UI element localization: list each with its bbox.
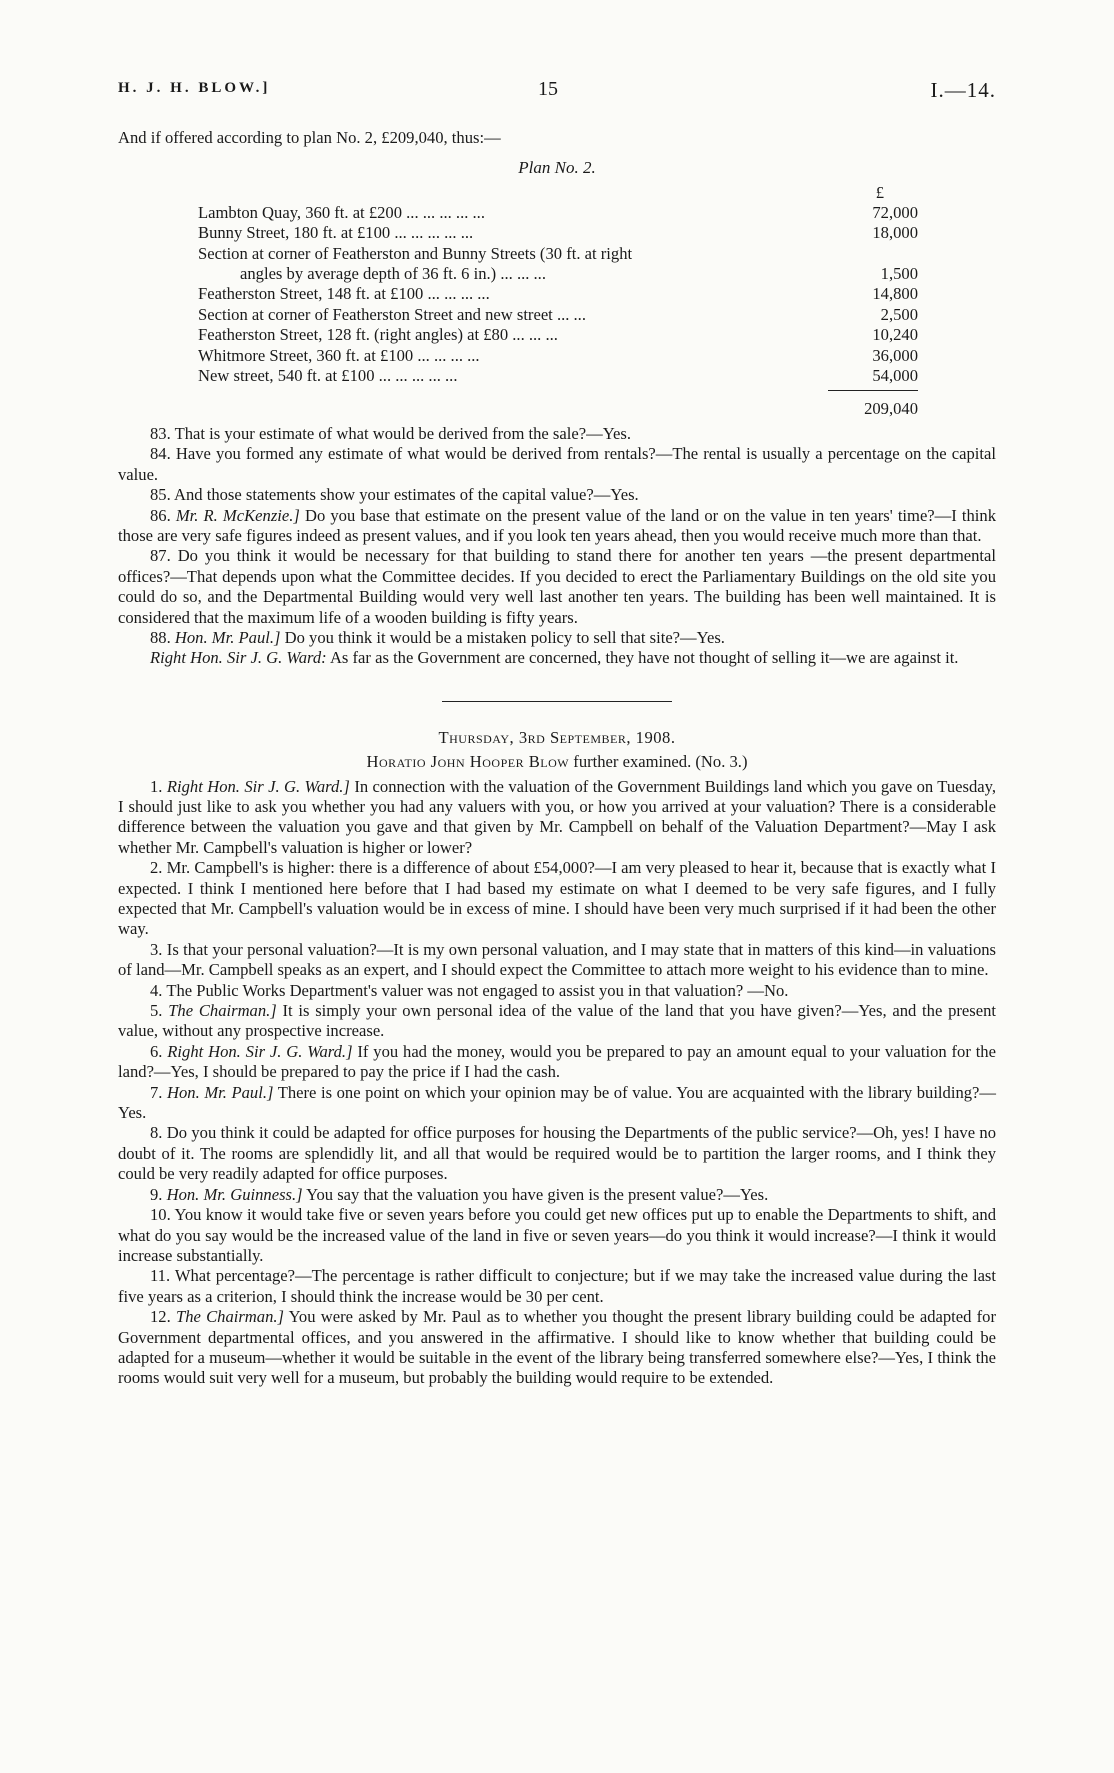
- plan-total: 209,040: [864, 399, 918, 419]
- witness-line: [118, 752, 996, 772]
- question-text: Is that your personal valuation?—It is my own personal valuation, and I may state that in matters of this kind—in valuations of land—Mr. Campbell speaks as an expert, and I should expect the Committee to attach more weight to his evidence than to mine.: [118, 939, 996, 980]
- plan-row: [198, 325, 918, 345]
- currency-symbol: £: [875, 182, 884, 202]
- total-rule: [828, 390, 918, 391]
- plan-row-description: Lambton Quay, 360 ft. at £200 ... ... ... ... ...: [198, 202, 485, 222]
- plan-row: [198, 264, 918, 284]
- question-text: It is simply your own personal idea of the value of the land that you have given?—Yes, and the present value, without any prospective increase.: [118, 1001, 996, 1041]
- question-number: 11.: [150, 1266, 171, 1286]
- question-number: 85.: [150, 485, 171, 505]
- plan-row: [198, 366, 918, 386]
- plan-rows: [198, 203, 918, 387]
- question-paragraph: [118, 858, 996, 940]
- plan-row-amount: 14,800: [872, 284, 918, 304]
- plan-row: [198, 244, 918, 264]
- question-text: The Public Works Department's valuer was not engaged to assist you in that valuation? —No.: [166, 980, 789, 1000]
- question-number: 7.: [150, 1082, 163, 1102]
- running-header: [118, 78, 996, 106]
- plan-row: [198, 284, 918, 304]
- session-date: Thursday, 3rd September, 1908.: [438, 727, 676, 747]
- question-number: 88.: [150, 627, 171, 647]
- question-paragraph: [118, 506, 996, 547]
- question-number: 6.: [150, 1041, 163, 1061]
- question-paragraph: [118, 628, 996, 648]
- speaker-name: The Chairman.]: [175, 1307, 284, 1327]
- question-number: 1.: [150, 776, 163, 796]
- speaker-name: Hon. Mr. Guinness.]: [166, 1184, 303, 1204]
- question-paragraph: [118, 1266, 996, 1307]
- ward-statement: [118, 648, 996, 668]
- plan-row-amount: 36,000: [872, 345, 918, 365]
- ward-statement-text: As far as the Government are concerned, they have not thought of selling it—we are against it.: [329, 648, 959, 668]
- plan-row: [198, 305, 918, 325]
- plan-row: [198, 346, 918, 366]
- plan-row-amount: 2,500: [880, 304, 918, 324]
- question-number: 83.: [150, 423, 171, 443]
- question-number: 10.: [150, 1205, 171, 1225]
- question-number: 5.: [150, 1001, 163, 1021]
- question-number: 87.: [150, 546, 171, 566]
- page-number: 15: [538, 78, 558, 100]
- question-number: 12.: [150, 1307, 171, 1327]
- question-text: And those statements show your estimates of the capital value?—Yes.: [173, 485, 639, 505]
- question-paragraph: [118, 940, 996, 981]
- plan-row-description: angles by average depth of 36 ft. 6 in.) ... ... ...: [240, 264, 546, 284]
- plan-row: [198, 203, 918, 223]
- question-text: You say that the valuation you have given is the present value?—Yes.: [306, 1184, 769, 1204]
- question-text: You were asked by Mr. Paul as to whether you thought the present library building could be adapted for Government departmental offices, and you answered in the affirmative. I should like to know whether that building could be adapted for a museum—whether it would be suitable in the event of the library being transferred somewhere else?—Yes, I think the rooms would suit very well for a museum, but probably the building would require to be extended.: [118, 1307, 996, 1388]
- plan-row-amount: 1,500: [880, 264, 918, 284]
- plan-row-description: New street, 540 ft. at £100 ... ... ... ... ...: [198, 366, 458, 386]
- question-text: In connection with the valuation of the Government Buildings land which you gave on Tuesday, I should just like to ask you whether you had any valuers with you, or how you arrived at your valuation? There is a considerable difference between the valuation you gave and that given by Mr. Campbell on behalf of the Valuation Department?—May I ask whether Mr. Campbell's valuation is higher or lower?: [118, 776, 996, 857]
- question-text: Have you formed any estimate of what would be derived from rentals?—The rental is usually a percentage on the capital value.: [118, 444, 996, 484]
- question-text: There is one point on which your opinion may be of value. You are acquainted with the library building?—Yes.: [118, 1082, 996, 1123]
- section-divider: [442, 701, 672, 702]
- question-text: If you had the money, would you be prepared to pay an amount equal to your valuation for the land?—Yes, I should be prepared to pay the price if I had the cash.: [118, 1041, 996, 1082]
- question-number: 8.: [150, 1123, 163, 1143]
- question-text: Do you base that estimate on the present value of the land or on the value in ten years' time?—I think those are very safe figures indeed as present values, and if you look ten years ahead, then you would receive much more than that.: [118, 505, 997, 545]
- question-paragraph: [118, 1307, 996, 1389]
- question-number: 3.: [150, 939, 163, 959]
- question-number: 84.: [150, 444, 171, 464]
- question-text: Mr. Campbell's is higher: there is a difference of about £54,000?—I am very pleased to hear it, because that is exactly what I expected. I think I mentioned here before that I had based my estimate on what I deemed to be very safe figures, and I fully expected that Mr. Campbell's valuation would be in excess of mine. I should have been very much surprised if it had been the other way.: [118, 858, 996, 939]
- plan-row-description: Section at corner of Featherston Street and new street ... ...: [198, 304, 586, 324]
- plan-row-description: Whitmore Street, 360 ft. at £100 ... ... ... ...: [198, 345, 480, 365]
- question-paragraph: [118, 1123, 996, 1184]
- question-paragraph: [118, 546, 996, 628]
- plan-row-amount: 54,000: [872, 366, 918, 386]
- question-text: Do you think it would be a mistaken policy to sell that site?—Yes.: [284, 627, 725, 647]
- question-number: 4.: [150, 980, 163, 1000]
- witness-suffix: further examined. (No. 3.): [573, 752, 748, 772]
- question-number: 86.: [150, 505, 171, 525]
- question-paragraph: [118, 1205, 996, 1266]
- question-text: That is your estimate of what would be derived from the sale?—Yes.: [174, 423, 631, 443]
- page-body: [118, 128, 996, 1389]
- speaker-name: The Chairman.]: [168, 1001, 277, 1021]
- question-text: Do you think it would be necessary for that building to stand there for another ten years —the present departmental offices?—That depends upon what the Committee decides. If you decided to erect the Parliamentary Buildings on the old site you could do so, and the Departmental Building would very well last another ten years. The building has been well maintained. It is considered that the maximum life of a wooden building is fifty years.: [118, 546, 996, 627]
- speaker-name: Right Hon. Sir J. G. Ward.]: [166, 776, 350, 796]
- question-number: 9.: [150, 1184, 163, 1204]
- ward-statement-speaker: Right Hon. Sir J. G. Ward:: [150, 648, 327, 668]
- plan-row-amount: 72,000: [872, 202, 918, 222]
- questions-part-2: [118, 777, 996, 1389]
- speaker-name: Hon. Mr. Paul.]: [167, 1082, 274, 1102]
- plan-row-description: Section at corner of Featherston and Bunny Streets (30 ft. at right: [198, 243, 633, 263]
- witness-name: Horatio John Hooper Blow: [366, 752, 570, 772]
- plan-row-description: Featherston Street, 148 ft. at £100 ... ... ... ...: [198, 284, 490, 304]
- question-paragraph: [118, 981, 996, 1001]
- question-paragraph: [118, 1042, 996, 1083]
- question-text: Do you think it could be adapted for office purposes for housing the Departments of the public service?—Oh, yes! I have no doubt of it. The rooms are splendidly lit, and all that would be required would be to partition the larger rooms, and I think they could be very readily adapted for office purposes.: [118, 1123, 996, 1184]
- speaker-name: Hon. Mr. Paul.]: [174, 627, 281, 647]
- question-paragraph: [118, 1083, 996, 1124]
- question-paragraph: [118, 1001, 996, 1042]
- intro-paragraph: And if offered according to plan No. 2, £209,040, thus:—: [118, 128, 501, 147]
- document-reference: I.—14.: [930, 78, 996, 102]
- speaker-name: Right Hon. Sir J. G. Ward.]: [167, 1041, 353, 1061]
- plan-table: [198, 183, 918, 420]
- question-paragraph: [118, 1185, 996, 1205]
- plan-row-description: Featherston Street, 128 ft. (right angles) at £80 ... ... ...: [198, 325, 558, 345]
- question-number: 2.: [150, 858, 163, 878]
- question-paragraph: [118, 424, 996, 444]
- question-paragraph: [118, 777, 996, 859]
- header-witness-name: H. J. H. BLOW.]: [118, 80, 271, 96]
- plan-row-amount: 10,240: [872, 325, 918, 345]
- speaker-name: Mr. R. McKenzie.]: [175, 505, 300, 525]
- question-text: What percentage?—The percentage is rather difficult to conjecture; but if we may take the increased value during the last five years as a criterion, I should think the increase would be 30 per cent.: [118, 1266, 996, 1306]
- questions-part-1: [118, 424, 996, 648]
- plan-row-description: Bunny Street, 180 ft. at £100 ... ... ... ... ...: [198, 223, 474, 243]
- plan-title: Plan No. 2.: [518, 158, 596, 178]
- question-paragraph: [118, 485, 996, 505]
- question-text: You know it would take five or seven years before you could get new offices put up to enable the Departments to shift, and what do you say would be the increased value of the land in five or seven years—do you think it would increase?—I think it would increase substantially.: [118, 1205, 996, 1265]
- question-paragraph: [118, 444, 996, 485]
- plan-row: [198, 223, 918, 243]
- plan-row-amount: 18,000: [872, 223, 918, 243]
